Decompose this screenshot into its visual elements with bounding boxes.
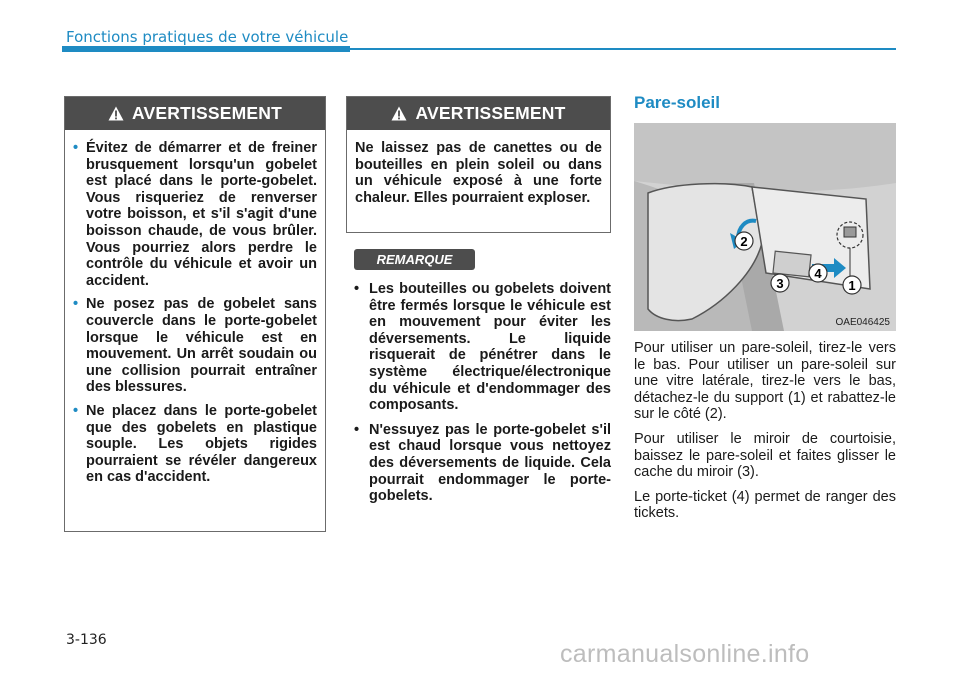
warning-title: AVERTISSEMENT: [131, 103, 283, 123]
remarque-list: [354, 281, 611, 513]
figure-code: OAE046425: [835, 317, 890, 328]
warning-text: Ne laissez pas de canettes ou de bouteilles en plein soleil ou dans un véhicule exposé à une forte chaleur. Elles pourraient exploser.: [355, 140, 602, 206]
warning-header: [347, 97, 610, 130]
sun-visor-illustration: [634, 123, 896, 331]
page-number: 3-136: [66, 632, 107, 648]
callout-4: [809, 264, 827, 282]
svg-text:4: 4: [814, 266, 822, 281]
warning-triangle-icon: [391, 106, 407, 121]
callout-1: [843, 276, 861, 294]
section-title: Pare-soleil: [634, 93, 720, 112]
sun-visor-instructions: [634, 340, 896, 530]
header-rule-thin: [350, 48, 896, 50]
warning-item: • Évitez de démarrer et de freiner brusquement lorsqu'un gobelet est placé dans le porte-gobelet. Vous risqueriez de renverser votre boisson, et s'il s'agit d'une boisson chaude, de vous brûler. Vous pourriez alors perdre le contrôle du véhicule et avoir un accident.: [73, 140, 317, 289]
warning-list: [65, 130, 325, 501]
warning-header: [65, 97, 325, 130]
warning-item: • Ne posez pas de gobelet sans couvercle dans le porte-gobelet lorsque le véhicule est en mouvement. Un arrêt soudain ou une collision pourrait entraîner des blessures.: [73, 296, 317, 396]
sun-visor-drawing: [634, 123, 896, 331]
paragraph: Pour utiliser un pare-soleil, tirez-le vers le bas. Pour utiliser un pare-soleil sur une vitre latérale, tirez-le vers le bas, détachez-le du support (1) et rabattez-le sur le côté (2).: [634, 340, 896, 423]
svg-text:2: 2: [740, 234, 748, 249]
remarque-badge: REMARQUE: [354, 249, 475, 270]
callout-3: [771, 274, 789, 292]
paragraph: Le porte-ticket (4) permet de ranger des tickets.: [634, 488, 896, 522]
svg-text:3: 3: [776, 276, 784, 291]
header-rule-thick: [62, 46, 350, 52]
paragraph: Pour utiliser le miroir de courtoisie, baissez le pare-soleil et faites glisser le cache du miroir (3).: [634, 430, 896, 481]
warning-box-cans: [346, 96, 611, 233]
warning-triangle-icon: [108, 106, 124, 121]
watermark: carmanualsonline.info: [560, 640, 810, 668]
running-header: Fonctions pratiques de votre véhicule: [66, 28, 349, 46]
remarque-item: • Les bouteilles ou gobelets doivent être fermés lorsque le véhicule est en mouvement pour éviter les déversements. Le liquide risquerait de pénétrer dans le système électrique/électronique du véhicule et d'endommager des composants.: [354, 281, 611, 414]
warning-title: AVERTISSEMENT: [415, 103, 566, 123]
warning-box-cupholder: [64, 96, 326, 532]
warning-item: • Ne placez dans le porte-gobelet que des gobelets en plastique souple. Les objets rigides pourraient se révéler dangereux en cas d'accident.: [73, 402, 317, 486]
callout-2: [735, 232, 753, 250]
svg-text:1: 1: [848, 278, 856, 293]
remarque-item: • N'essuyez pas le porte-gobelet s'il est chaud lorsque vous nettoyez des déversements de liquide. Cela pourrait endommager le porte-gobelets.: [354, 421, 611, 505]
